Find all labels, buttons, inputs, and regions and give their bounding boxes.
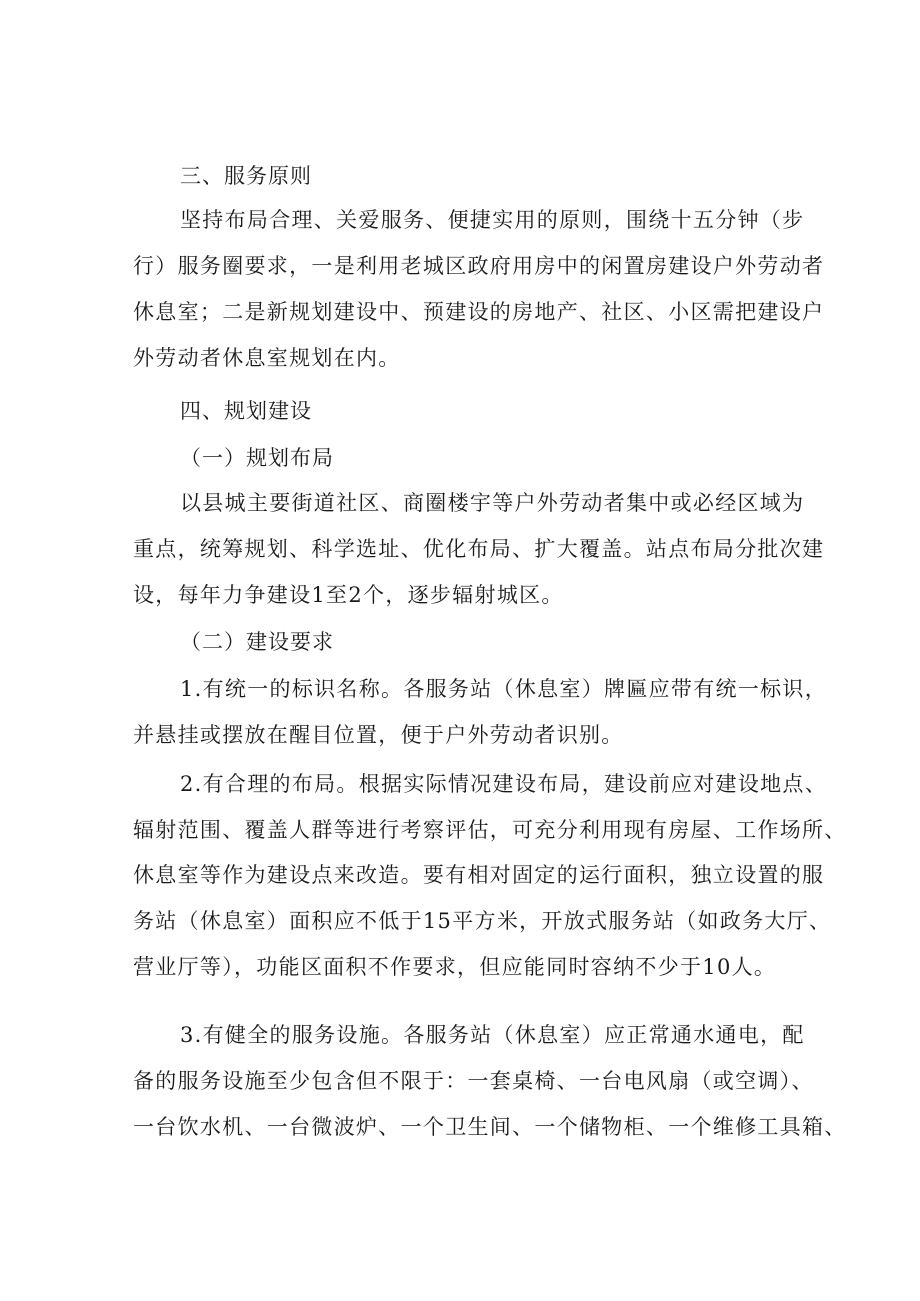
paragraph-line: 营业厅等），功能区面积不作要求，但应能同时容纳不少于10人。 (133, 955, 777, 979)
paragraph-line: 以县城主要街道社区、商圈楼宇等户外劳动者集中或必经区域为 (180, 491, 805, 515)
paragraph-line: 务站（休息室）面积应不低于15平方米，开放式服务站（如政务大厅、 (133, 909, 832, 933)
paragraph-line: 一台饮水机、一台微波炉、一个卫生间、一个储物柜、一个维修工具箱、 (133, 1115, 847, 1139)
paragraph-line: 坚持布局合理、关爱服务、便捷实用的原则，围绕十五分钟（步 (180, 208, 805, 232)
paragraph-line: 行）服务圈要求，一是利用老城区政府用房中的闲置房建设户外劳动者 (133, 254, 825, 278)
paragraph-line: 设，每年力争建设1至2个，逐步辐射城区。 (133, 583, 564, 607)
subsection-heading-construction-requirements: （二）建设要求 (180, 630, 334, 654)
paragraph-line: 辐射范围、覆盖人群等进行考察评估，可充分利用现有房屋、工作场所、 (133, 818, 847, 842)
paragraph-line: 休息室等作为建设点来改造。要有相对固定的运行面积，独立设置的服 (133, 863, 825, 887)
paragraph-line: 备的服务设施至少包含但不限于：一套桌椅、一台电风扇（或空调）、 (133, 1069, 814, 1093)
subsection-heading-planning-layout: （一）规划布局 (180, 446, 334, 470)
paragraph-line: 重点，统筹规划、科学选址、优化布局、扩大覆盖。站点布局分批次建 (133, 537, 825, 561)
section-heading-service-principles: 三、服务原则 (180, 164, 312, 188)
paragraph-line: 并悬挂或摆放在醒目位置，便于户外劳动者识别。 (133, 723, 624, 747)
paragraph-line: 2.有合理的布局。根据实际情况建设布局，建设前应对建设地点、 (180, 772, 828, 796)
section-heading-planning-construction: 四、规划建设 (180, 399, 312, 423)
paragraph-line: 3.有健全的服务设施。各服务站（休息室）应正常通水通电，配 (180, 1023, 805, 1047)
paragraph-line: 外劳动者休息室规划在内。 (133, 346, 401, 370)
paragraph-line: 休息室；二是新规划建设中、预建设的房地产、社区、小区需把建设户 (133, 300, 825, 324)
paragraph-line: 1.有统一的标识名称。各服务站（休息室）牌匾应带有统一标识， (180, 677, 828, 701)
